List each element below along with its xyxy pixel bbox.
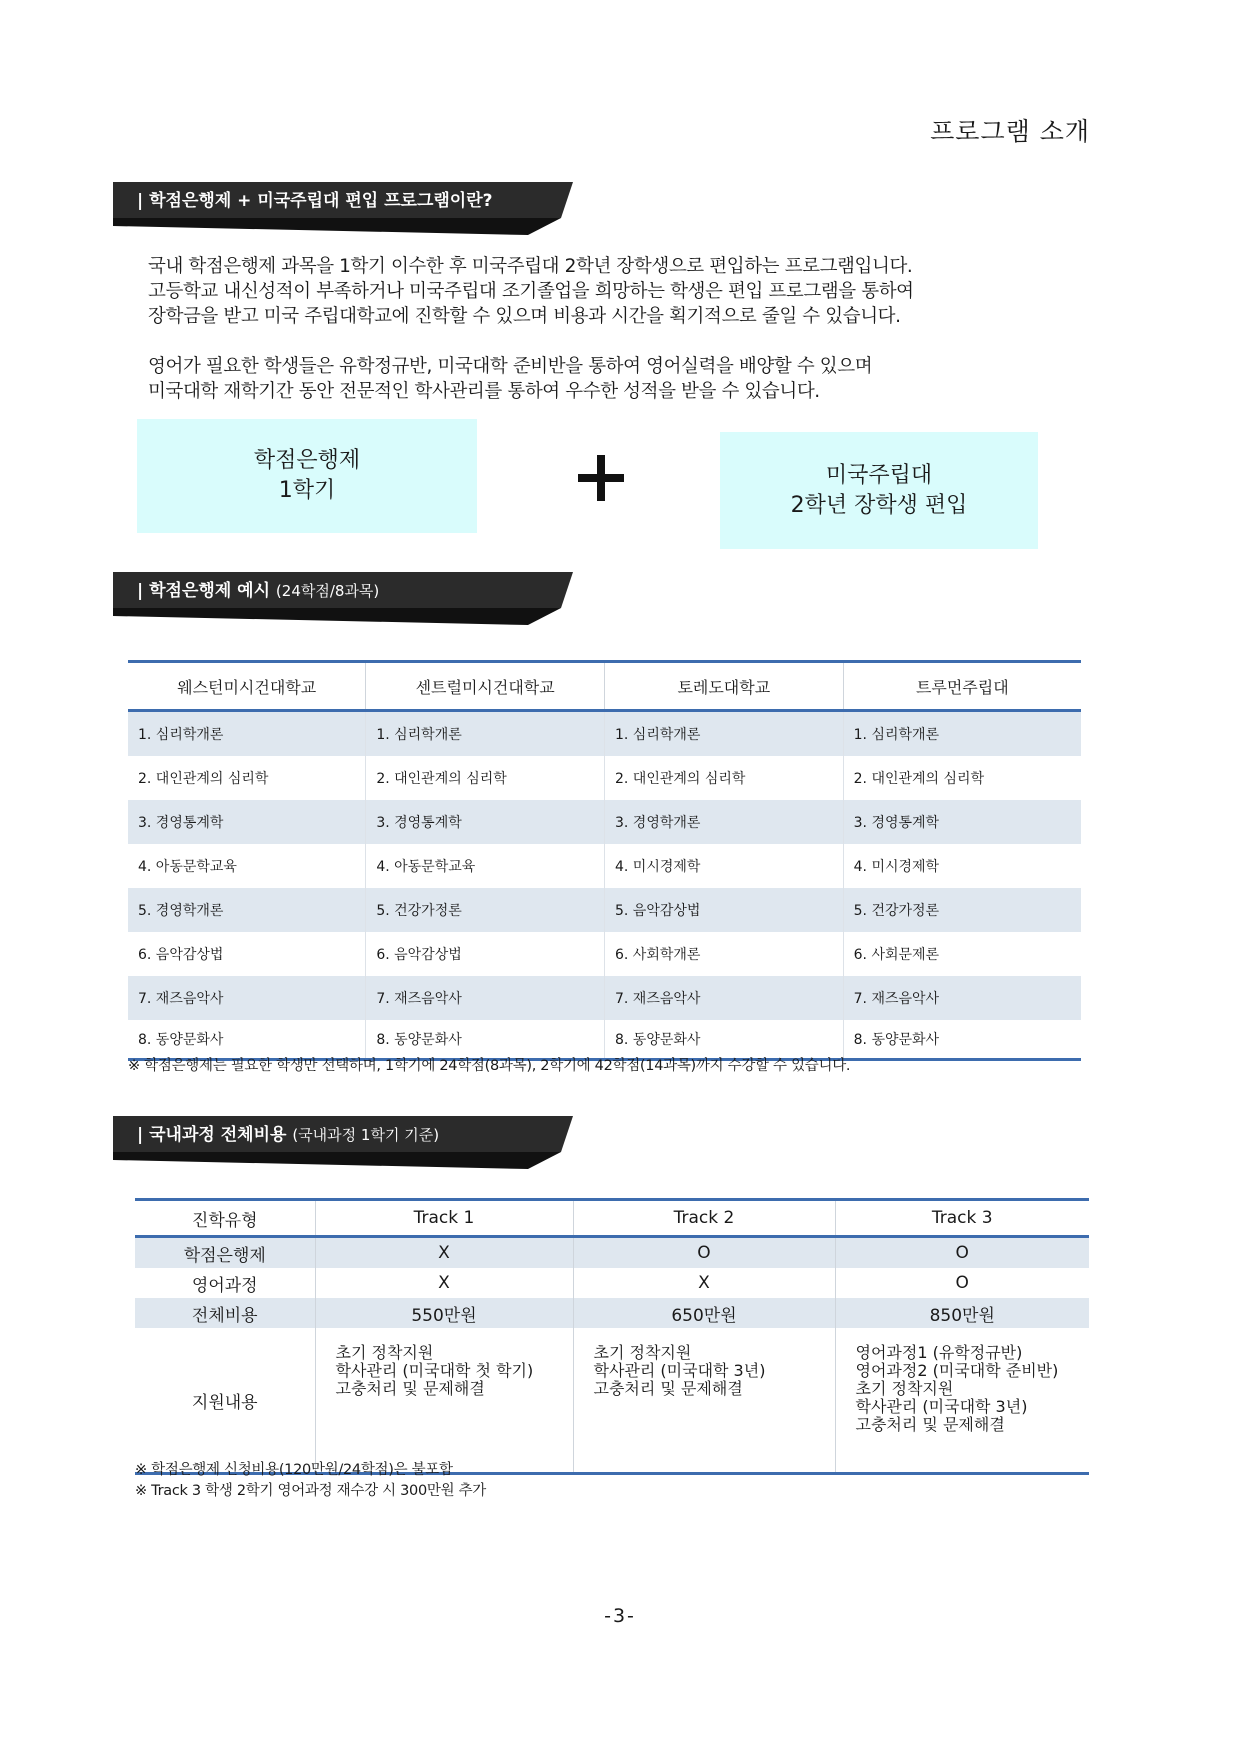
paragraph-line: 국내 학점은행제 과목을 1학기 이수한 후 미국주립대 2학년 장학생으로 편입하는 프로그램입니다. [148,256,913,277]
credit-bank-box [137,419,477,533]
row-label: 영어과정 [135,1268,315,1298]
table-cell: 5. 음악감상법 [604,888,843,932]
support-line: 고충처리 및 문제해결 [855,1415,1005,1434]
table-cell: O [955,1273,969,1293]
table-cell: 5. 건강가정론 [366,888,605,932]
table-row [135,1268,1089,1298]
table-cell: 8. 동양문화사 [853,1032,940,1048]
table-cell: 8. 동양문화사 [128,1020,366,1060]
column-header: Track 3 [835,1200,1089,1237]
page-number: -3- [604,1605,636,1627]
paragraph-line: 영어가 필요한 학생들은 유학정규반, 미국대학 준비반을 통하여 영어실력을 배양할 수 있으며 [148,356,873,377]
support-line: 초기 정착지원 [855,1379,954,1398]
table-cell: 4. 미시경제학 [604,844,843,888]
table-row [128,888,1081,932]
table-row [128,800,1081,844]
support-line: 초기 정착지원 [593,1343,692,1362]
table-cell: 4. 아동문학교육 [128,844,366,888]
table-cell: 7. 재즈음악사 [604,976,843,1020]
table-cell: 2. 대인관계의 심리학 [366,756,605,800]
box-line: 1학기 [278,478,336,503]
column-header: 웨스턴미시건대학교 [128,662,366,711]
table-row [135,1237,1089,1269]
table-cell: 8. 동양문화사 [604,1020,843,1060]
table-cell: 5. 경영학개론 [128,888,366,932]
table-row [128,932,1081,976]
plus-icon [578,455,624,501]
banner-title: | 학점은행제 + 미국주립대 편입 프로그램이란? [137,191,493,211]
cost-notes [135,1460,486,1502]
table-cell: 1. 심리학개론 [843,711,1081,757]
table-cell: X [315,1237,573,1269]
table-row [128,711,1081,757]
table-cell: 7. 재즈음악사 [128,976,366,1020]
table-cell: X [315,1268,573,1298]
row-label: 지원내용 [135,1328,315,1474]
table-cell: 6. 사회학개론 [604,932,843,976]
support-line: 영어과정2 (미국대학 준비반) [855,1361,1059,1380]
table-row [135,1298,1089,1328]
section-banner-cost [113,1112,575,1169]
support-line: 고충처리 및 문제해결 [593,1379,743,1398]
credit-note: ※ 학점은행제는 필요한 학생만 선택하며, 1학기에 24학점(8과목), 2학기에 42학점(14과목)까지 수강할 수 있습니다. [128,1058,851,1074]
banner-subtitle: (24학점/8과목) [275,582,380,600]
row-label: 학점은행제 [135,1237,315,1269]
support-cell-track-3 [835,1328,1089,1474]
table-cell: X [573,1268,835,1298]
banner-subtitle: (국내과정 1학기 기준) [292,1126,440,1144]
paragraph-line: 미국대학 재학기간 동안 전문적인 학사관리를 통하여 우수한 성적을 받을 수 있습니다. [148,381,820,402]
support-line: 학사관리 (미국대학 3년) [593,1361,766,1380]
table-cell: 650만원 [573,1298,835,1328]
cost-note: ※ 학점은행제 신청비용(120만원/24학점)은 불포함 [135,1462,453,1478]
support-line: 학사관리 (미국대학 3년) [855,1397,1028,1416]
column-header: 트루먼주립대 [843,662,1081,711]
table-cell: 850만원 [835,1298,1089,1328]
banner-title: | 국내과정 전체비용 [137,1125,287,1145]
support-line: 초기 정착지원 [335,1343,434,1362]
table-row [128,844,1081,888]
support-cell-track-1 [315,1328,573,1474]
table-cell: O [573,1237,835,1269]
table-cell: 550만원 [315,1298,573,1328]
state-university-box [720,432,1038,549]
table-cell: 6. 음악감상법 [366,932,605,976]
paragraph-line: 고등학교 내신성적이 부족하거나 미국주립대 조기졸업을 희망하는 학생은 편입 프로그램을 통하여 [148,281,914,302]
column-header: 센트럴미시건대학교 [366,662,605,711]
section-banner-credit-example [113,568,575,625]
credit-example-table [128,660,1081,1061]
cost-note: ※ Track 3 학생 2학기 영어과정 재수강 시 300만원 추가 [135,1483,487,1499]
table-cell: 5. 건강가정론 [843,888,1081,932]
box-line: 미국주립대 [825,462,933,488]
table-cell: 3. 경영통계학 [843,800,1081,844]
cost-table [135,1198,1089,1475]
table-cell: 2. 대인관계의 심리학 [853,771,985,787]
table-cell: 3. 경영통계학 [128,800,366,844]
table-cell: O [835,1237,1089,1269]
table-cell: 6. 음악감상법 [128,932,366,976]
table-cell: 2. 대인관계의 심리학 [128,756,366,800]
table-header-row [128,662,1081,711]
section-banner-program [113,178,575,235]
support-line: 학사관리 (미국대학 첫 학기) [335,1361,534,1380]
table-row-support [135,1328,1089,1474]
table-cell: 1. 심리학개론 [128,711,366,757]
table-cell: 4. 미시경제학 [853,859,940,875]
table-cell: 4. 아동문학교육 [366,844,605,888]
table-cell: 3. 경영학개론 [604,800,843,844]
table-cell: 7. 재즈음악사 [843,976,1081,1020]
column-header: Track 2 [573,1200,835,1237]
table-cell: 8. 동양문화사 [366,1020,605,1060]
support-line: 고충처리 및 문제해결 [335,1379,485,1398]
column-header: 진학유형 [135,1200,315,1237]
column-header: 토레도대학교 [604,662,843,711]
table-cell: 2. 대인관계의 심리학 [604,756,843,800]
box-line: 2학년 장학생 편입 [790,492,968,518]
table-header-row [135,1200,1089,1237]
table-cell: 1. 심리학개론 [604,711,843,757]
row-label: 전체비용 [135,1298,315,1328]
intro-paragraph-1 [148,254,914,329]
intro-paragraph-2 [148,354,872,404]
table-cell: 7. 재즈음악사 [366,976,605,1020]
column-header: Track 1 [315,1200,573,1237]
banner-title: | 학점은행제 예시 [137,581,270,601]
table-cell: 1. 심리학개론 [366,711,605,757]
paragraph-line: 장학금을 받고 미국 주립대학교에 진학할 수 있으며 비용과 시간을 획기적으로 줄일 수 있습니다. [148,306,901,327]
page-title: 프로그램 소개 [930,117,1090,146]
support-line: 영어과정1 (유학정규반) [855,1343,1023,1362]
table-row [128,976,1081,1020]
table-row [128,756,1081,800]
table-cell: 6. 사회문제론 [853,947,940,963]
table-cell: 3. 경영통계학 [366,800,605,844]
support-cell-track-2 [573,1328,835,1474]
box-line: 학점은행제 [253,448,361,473]
